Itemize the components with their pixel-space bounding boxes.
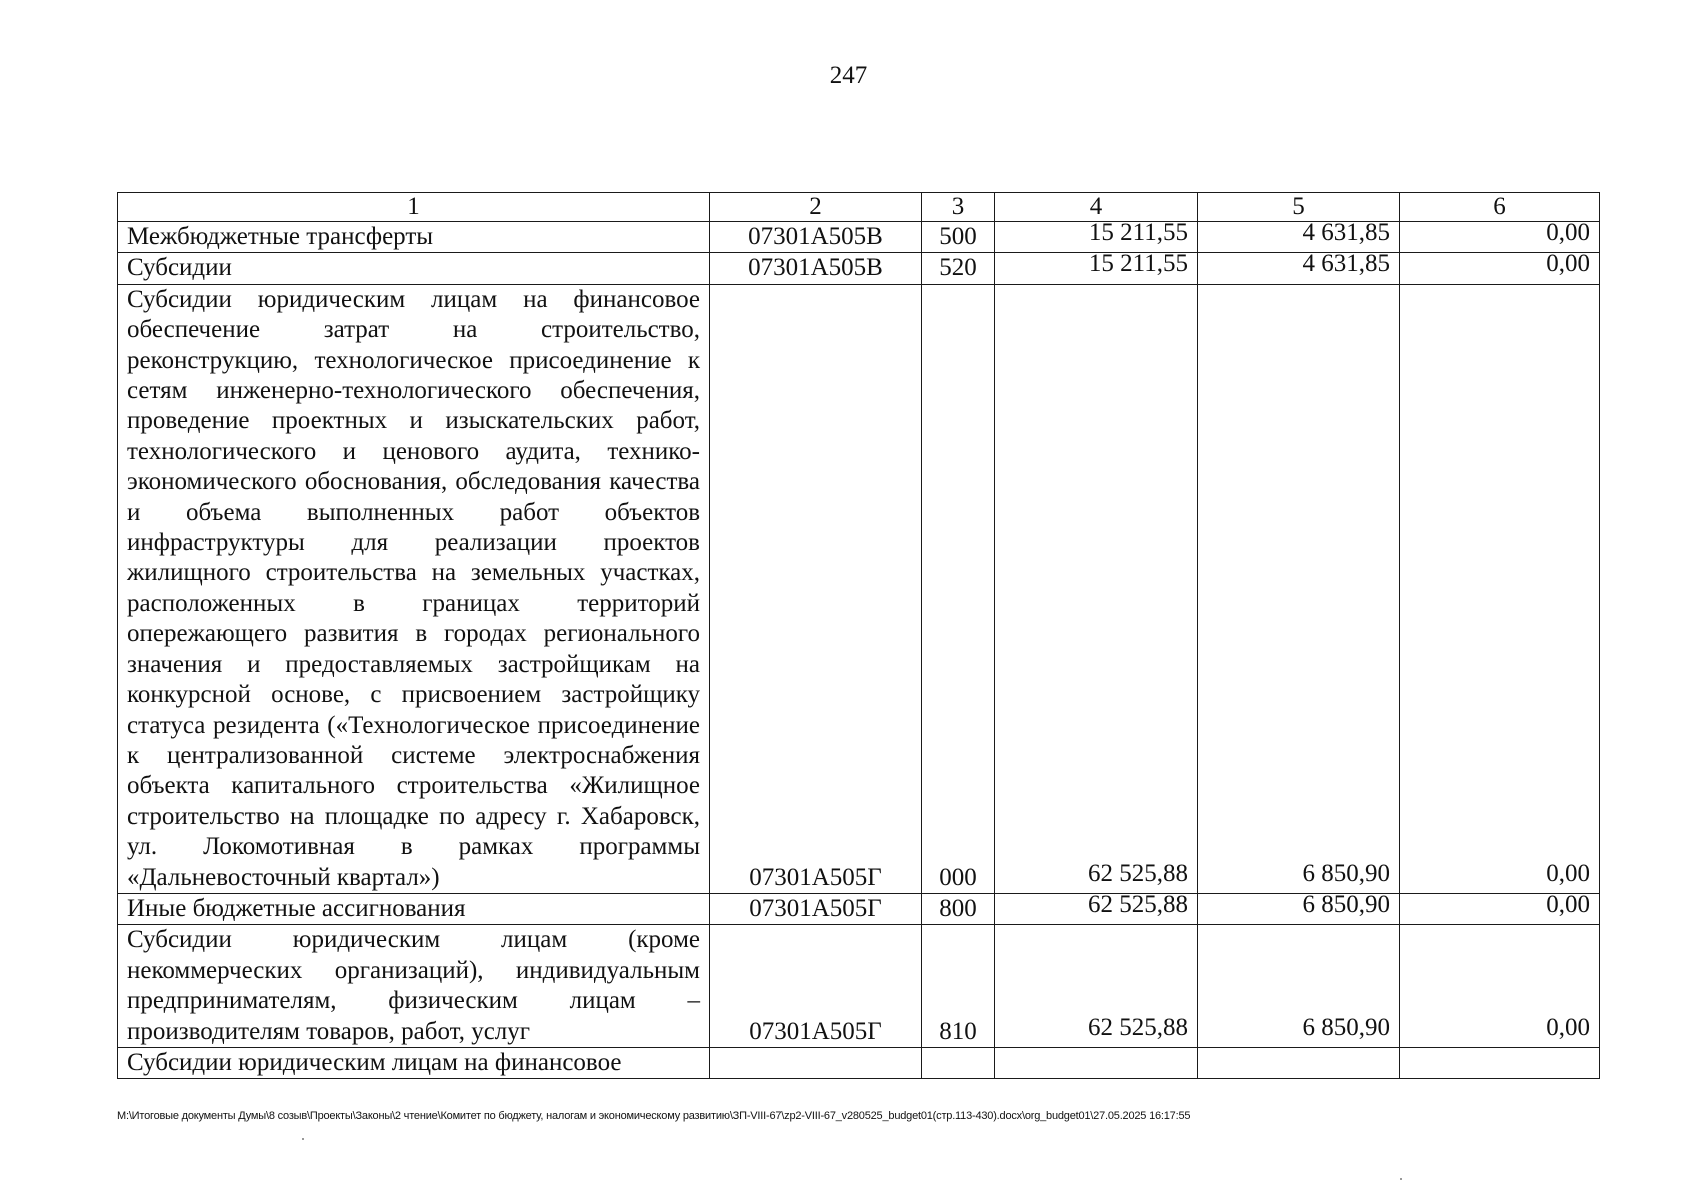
row-name: Субсидии [118,253,710,284]
table-row [118,284,1600,893]
row-expense-type: 500 [922,222,995,253]
row-value-1: 62 525,88 [1088,1013,1188,1041]
row-value-2: 6 850,90 [1302,859,1390,887]
table-header-row [118,193,1600,222]
row-code: 07301А505В [710,253,922,284]
row-code: 07301А505В [710,222,922,253]
row-expense-type: 520 [922,253,995,284]
row-value-1: 15 211,55 [1088,252,1188,278]
row-name: Субсидии юридическим лицам на финансовое [118,1047,710,1078]
row-value-1: 62 525,88 [1088,859,1188,887]
row-name: Межбюджетные трансферты [118,222,710,253]
row-name: Субсидии юридическим лицам (кроме некоммерческих организаций), индивидуальным предпринимателям, физическим лицам – производителям товаров, работ, услуг [118,925,710,1048]
table-row [118,1047,1600,1078]
budget-table [117,192,1600,1079]
column-header: 3 [922,193,995,222]
scan-speck [1400,1178,1402,1180]
row-value-3: 0,00 [1546,859,1590,887]
row-expense-type: 810 [922,925,995,1048]
row-value-3: 0,00 [1546,252,1590,278]
page-number: 247 [829,62,868,89]
table-row [118,253,1600,284]
table-row [118,893,1600,924]
row-code: 07301А505Г [710,925,922,1048]
file-path-footer: M:\Итоговые документы Думы\8 созыв\Проекты\Законы\2 чтение\Комитет по бюджету, налогам и экономическому развитию\ЗП-VIII-67\zp2-VIII-67_v280525_budget01(стр.113-430).docx\org_budget01\27.05.2025 16:17:55 [117,1110,1191,1122]
row-value-2: 6 850,90 [1302,1013,1390,1041]
row-name: Иные бюджетные ассигнования [118,893,710,924]
row-value-2: 4 631,85 [1302,221,1390,246]
row-name: Субсидии юридическим лицам на финансовое обеспечение затрат на строительство, реконструкцию, технологическое присоединение к сетям инженерно-технологического обеспечения, проведение проектных и изыскательских работ, технологического и ценового аудита, технико-экономического обоснования, обследования качества и объема выполненных работ объектов инфраструктуры для реализации проектов жилищного строительства на земельных участках, расположенных в границах территорий опережающего развития в городах регионального значения и предоставляемых застройщикам на конкурсной основе, с присвоением застройщику статуса резидента («Технологическое присоединение к централизованной системе электроснабжения объекта капитального строительства «Жилищное строительство на площадке по адресу г. Хабаровск, ул. Локомотивная в рамках программы «Дальневосточный квартал») [118,284,710,893]
scan-speck [302,1138,304,1140]
column-header: 5 [1198,193,1400,222]
row-code [710,1047,922,1078]
column-header: 6 [1400,193,1600,222]
row-value-2: 6 850,90 [1302,893,1390,918]
row-value-1: 15 211,55 [1088,221,1188,246]
row-value-3: 0,00 [1546,1013,1590,1041]
column-header: 2 [710,193,922,222]
row-value-3: 0,00 [1546,221,1590,246]
row-expense-type [922,1047,995,1078]
row-code: 07301А505Г [710,284,922,893]
table-row [118,222,1600,253]
column-header: 1 [118,193,710,222]
row-value-1: 62 525,88 [1088,893,1188,918]
row-code: 07301А505Г [710,893,922,924]
row-value-2: 4 631,85 [1302,252,1390,278]
row-value-3: 0,00 [1546,893,1590,918]
column-header: 4 [995,193,1198,222]
row-expense-type: 000 [922,284,995,893]
row-expense-type: 800 [922,893,995,924]
table-row [118,925,1600,1048]
